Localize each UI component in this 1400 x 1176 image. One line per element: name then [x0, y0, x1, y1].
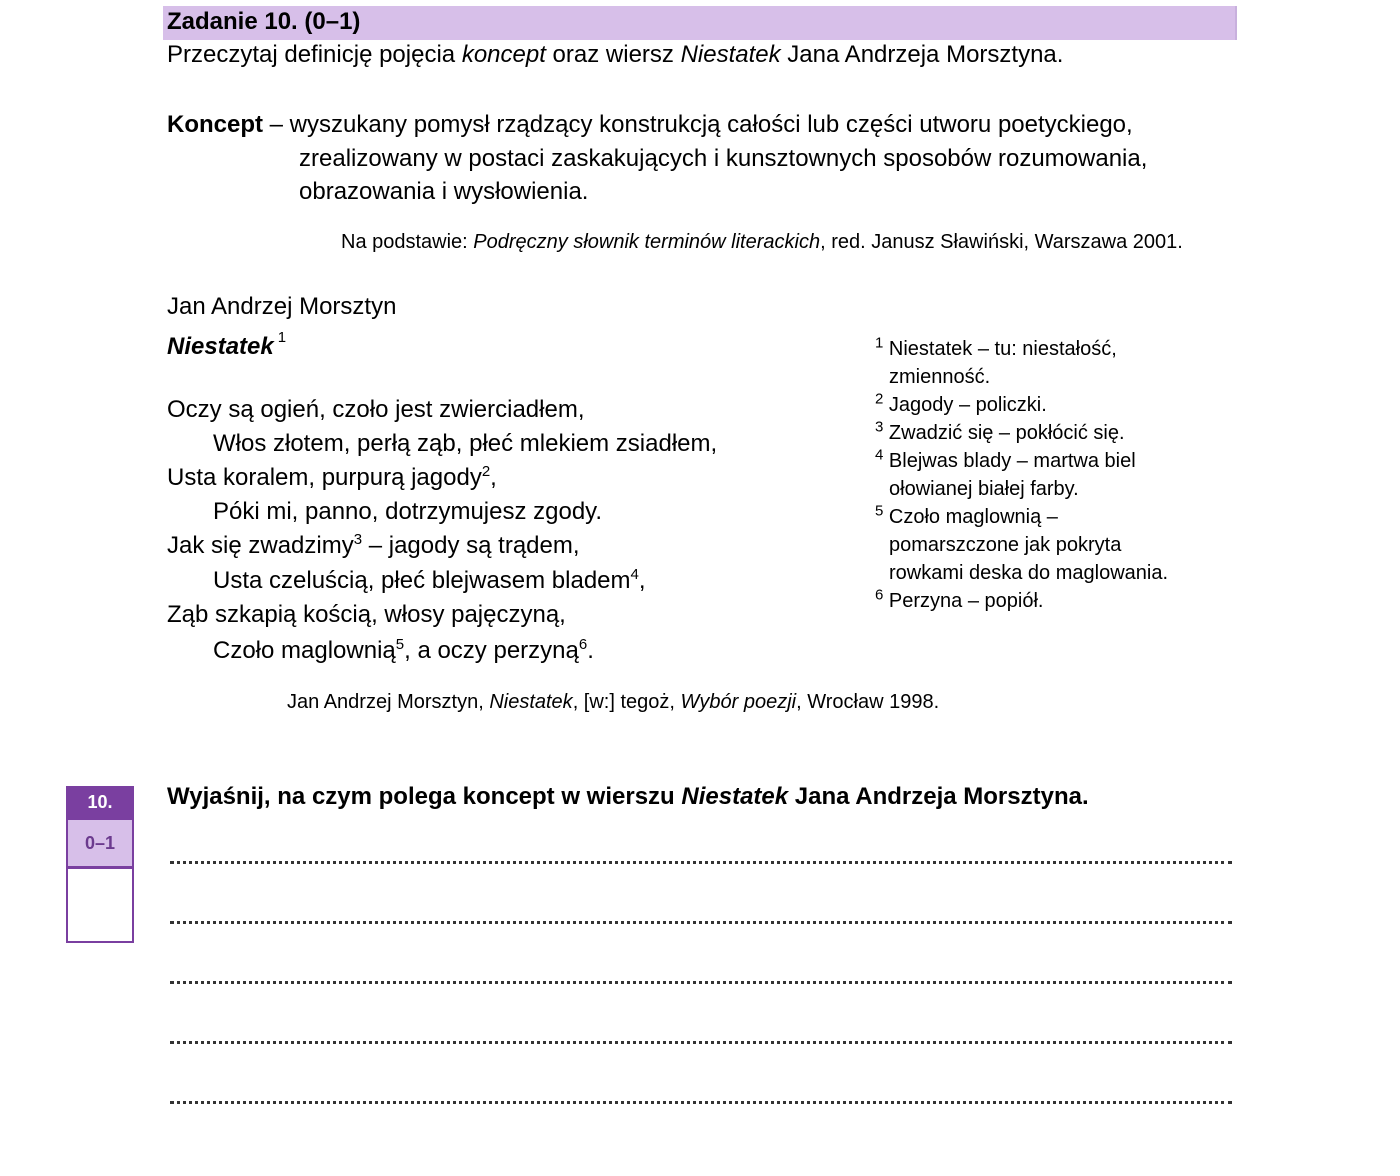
footnote-text: Niestatek – tu: niestałość,	[888, 338, 1117, 360]
footnote-text: Jagody – policzki.	[888, 394, 1047, 416]
poem-verse	[213, 564, 646, 598]
footnote-ref: 3	[353, 531, 363, 548]
footnote-text: Perzyna – popiół.	[888, 590, 1044, 612]
footnote	[875, 391, 1047, 419]
question-poem-title: Niestatek	[681, 783, 789, 810]
poem-verse	[167, 598, 566, 632]
footnote-text: pomarszczone jak pokryta	[889, 534, 1122, 556]
instruction-poem-title: Niestatek	[680, 41, 781, 68]
instruction-term: koncept	[461, 41, 546, 68]
verse-text: ,	[638, 567, 646, 594]
poem-verse	[213, 634, 594, 668]
footnote-text: Blejwas blady – martwa biel	[888, 450, 1136, 472]
footnote-text: Czoło maglownią –	[888, 506, 1058, 528]
poem-author: Jan Andrzej Morsztyn	[167, 293, 397, 320]
verse-text: ,	[490, 464, 497, 491]
poem-verse	[213, 427, 717, 461]
definition-term: Koncept	[167, 111, 263, 138]
footnote-number: 4	[875, 446, 884, 464]
footnote-text: Zwadzić się – pokłócić się.	[888, 422, 1125, 444]
task-points: 0–1	[66, 820, 134, 866]
instruction-text: Przeczytaj definicję pojęcia	[167, 41, 462, 68]
footnote-number: 6	[875, 586, 884, 604]
question-part: Wyjaśnij, na czym polega koncept w wierszu	[167, 783, 682, 810]
poem-title-text: Niestatek	[167, 333, 274, 360]
verse-text: , a oczy perzyną	[404, 637, 579, 664]
task-instruction	[167, 38, 1063, 72]
source-prefix: Na podstawie:	[341, 231, 474, 253]
definition-line-1	[167, 108, 1133, 142]
footnote-ref: 5	[395, 636, 405, 653]
footnote-ref: 1	[277, 329, 287, 346]
footnote-text: zmienność.	[889, 366, 991, 388]
verse-text: – jagody są trądem,	[362, 532, 580, 559]
definition-text: – wyszukany pomysł rządzący konstrukcją całości lub części utworu poetyckiego,	[263, 111, 1133, 138]
verse-text: Włos złotem, perłą ząb, płeć mlekiem zsiadłem,	[213, 430, 718, 457]
source-title: Niestatek	[489, 691, 573, 713]
footnote-number: 3	[875, 418, 884, 436]
verse-text: Usta koralem, purpurą jagody	[167, 464, 482, 491]
footnote-number: 2	[875, 390, 884, 408]
verse-text: Czoło maglownią	[213, 637, 396, 664]
footnote-text: ołowianej białej farby.	[889, 478, 1079, 500]
poem-verse	[167, 461, 497, 495]
answer-line[interactable]	[170, 921, 1232, 924]
score-entry-field[interactable]	[66, 866, 134, 943]
footnote-text: rowkami deska do maglowania.	[889, 562, 1169, 584]
poem-verse	[167, 529, 580, 563]
poem-title	[167, 324, 286, 364]
source-text: Jan Andrzej Morsztyn,	[287, 691, 490, 713]
question-part: Jana Andrzeja Morsztyna.	[788, 783, 1089, 810]
verse-text: Jak się zwadzimy	[167, 532, 354, 559]
definition-source	[341, 228, 1183, 256]
footnote	[875, 419, 1125, 447]
footnote-ref: 2	[481, 463, 491, 480]
footnote-number: 5	[875, 502, 884, 520]
answer-line[interactable]	[170, 981, 1232, 984]
verse-text: Usta czeluścią, płeć blejwasem bladem	[213, 567, 631, 594]
footnote	[875, 503, 1058, 531]
definition-line-2: zrealizowany w postaci zaskakujących i kunsztownych sposobów rozumowania,	[299, 145, 1148, 172]
instruction-text: Jana Andrzeja Morsztyna.	[780, 41, 1064, 68]
footnote	[875, 587, 1043, 615]
answer-line[interactable]	[170, 861, 1232, 864]
source-title: Podręczny słownik terminów literackich	[473, 231, 821, 253]
source-suffix: , red. Janusz Sławiński, Warszawa 2001.	[820, 231, 1183, 253]
score-box	[66, 786, 134, 941]
poem-source	[287, 688, 939, 716]
answer-line[interactable]	[170, 1101, 1232, 1104]
source-text: , Wrocław 1998.	[796, 691, 940, 713]
verse-text: Ząb szkapią kością, włosy pajęczyną,	[167, 601, 566, 628]
source-book-title: Wybór poezji	[680, 691, 797, 713]
task-title: Zadanie 10. (0–1)	[167, 8, 361, 35]
footnote	[875, 447, 1136, 475]
source-text: , [w:] tegoż,	[572, 691, 681, 713]
footnote-number: 1	[875, 334, 884, 352]
footnote-ref: 4	[630, 566, 639, 583]
answer-line[interactable]	[170, 1041, 1232, 1044]
verse-text: Póki mi, panno, dotrzymujesz zgody.	[213, 498, 603, 525]
question-text	[167, 780, 1089, 814]
footnote	[875, 335, 1117, 363]
footnote-ref: 6	[578, 636, 588, 653]
definition-line-3: obrazowania i wysłowienia.	[299, 178, 589, 205]
poem-verse	[167, 393, 585, 427]
instruction-text: oraz wiersz	[545, 41, 681, 68]
verse-text: .	[587, 637, 594, 664]
task-number: 10.	[66, 786, 134, 820]
poem-verse	[213, 495, 602, 529]
verse-text: Oczy są ogień, czoło jest zwierciadłem,	[167, 396, 585, 423]
